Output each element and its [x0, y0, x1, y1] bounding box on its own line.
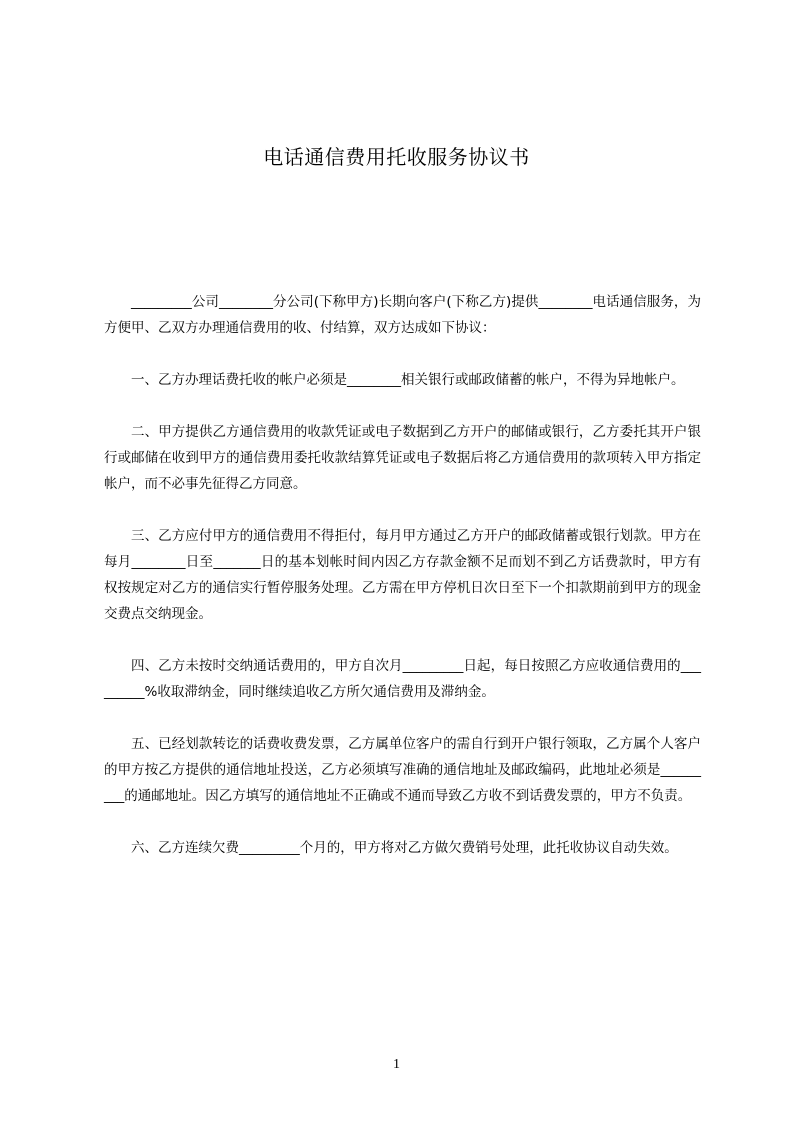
document-body: [104, 289, 701, 887]
clause-5-paragraph: 五、已经划款转讫的话费收费发票，乙方属单位客户的需自行到开户银行领取，乙方属个人客户的甲方按乙方提供的通信地址投送，乙方必须填写准确的通信地址及邮政编码，此地址必须是_________的通邮地址。因乙方填写的通信地址不正确或不通而导致乙方收不到话费发票的，甲方不负责。: [104, 736, 701, 804]
page-number: 1: [393, 1057, 400, 1072]
clause-1-paragraph: 一、乙方办理话费托收的帐户必须是________相关银行或邮政储蓄的帐户，不得为异地帐户。: [131, 372, 685, 388]
clause-4-paragraph: 四、乙方未按时交纳通话费用的，甲方自次月_________日起，每日按照乙方应收通信费用的_________%收取滞纳金，同时继续追收乙方所欠通信费用及滞纳金。: [104, 658, 701, 700]
clause-3-paragraph: 三、乙方应付甲方的通信费用不得拒付，每月甲方通过乙方开户的邮政储蓄或银行划款。甲方在每月________日至_______日的基本划帐时间内因乙方存款金额不足而划不到乙方话费款时，甲方有权按规定对乙方的通信实行暂停服务处理。乙方需在甲方停机日次日至下一个扣款期前到甲方的现金交费点交纳现金。: [104, 528, 701, 622]
document-title: 电话通信费用托收服务协议书: [263, 145, 530, 169]
intro-paragraph: _________公司________分公司(下称甲方)长期向客户(下称乙方)提供________电话通信服务，为方便甲、乙双方办理通信费用的收、付结算，双方达成如下协议：: [104, 294, 701, 336]
clause-6-paragraph: 六、乙方连续欠费_________个月的，甲方将对乙方做欠费销号处理，此托收协议自动失效。: [131, 840, 678, 856]
clause-2-paragraph: 二、甲方提供乙方通信费用的收款凭证或电子数据到乙方开户的邮储或银行，乙方委托其开户银行或邮储在收到甲方的通信费用委托收款结算凭证或电子数据后将乙方通信费用的款项转入甲方指定帐户，而不必事先征得乙方同意。: [104, 424, 701, 492]
